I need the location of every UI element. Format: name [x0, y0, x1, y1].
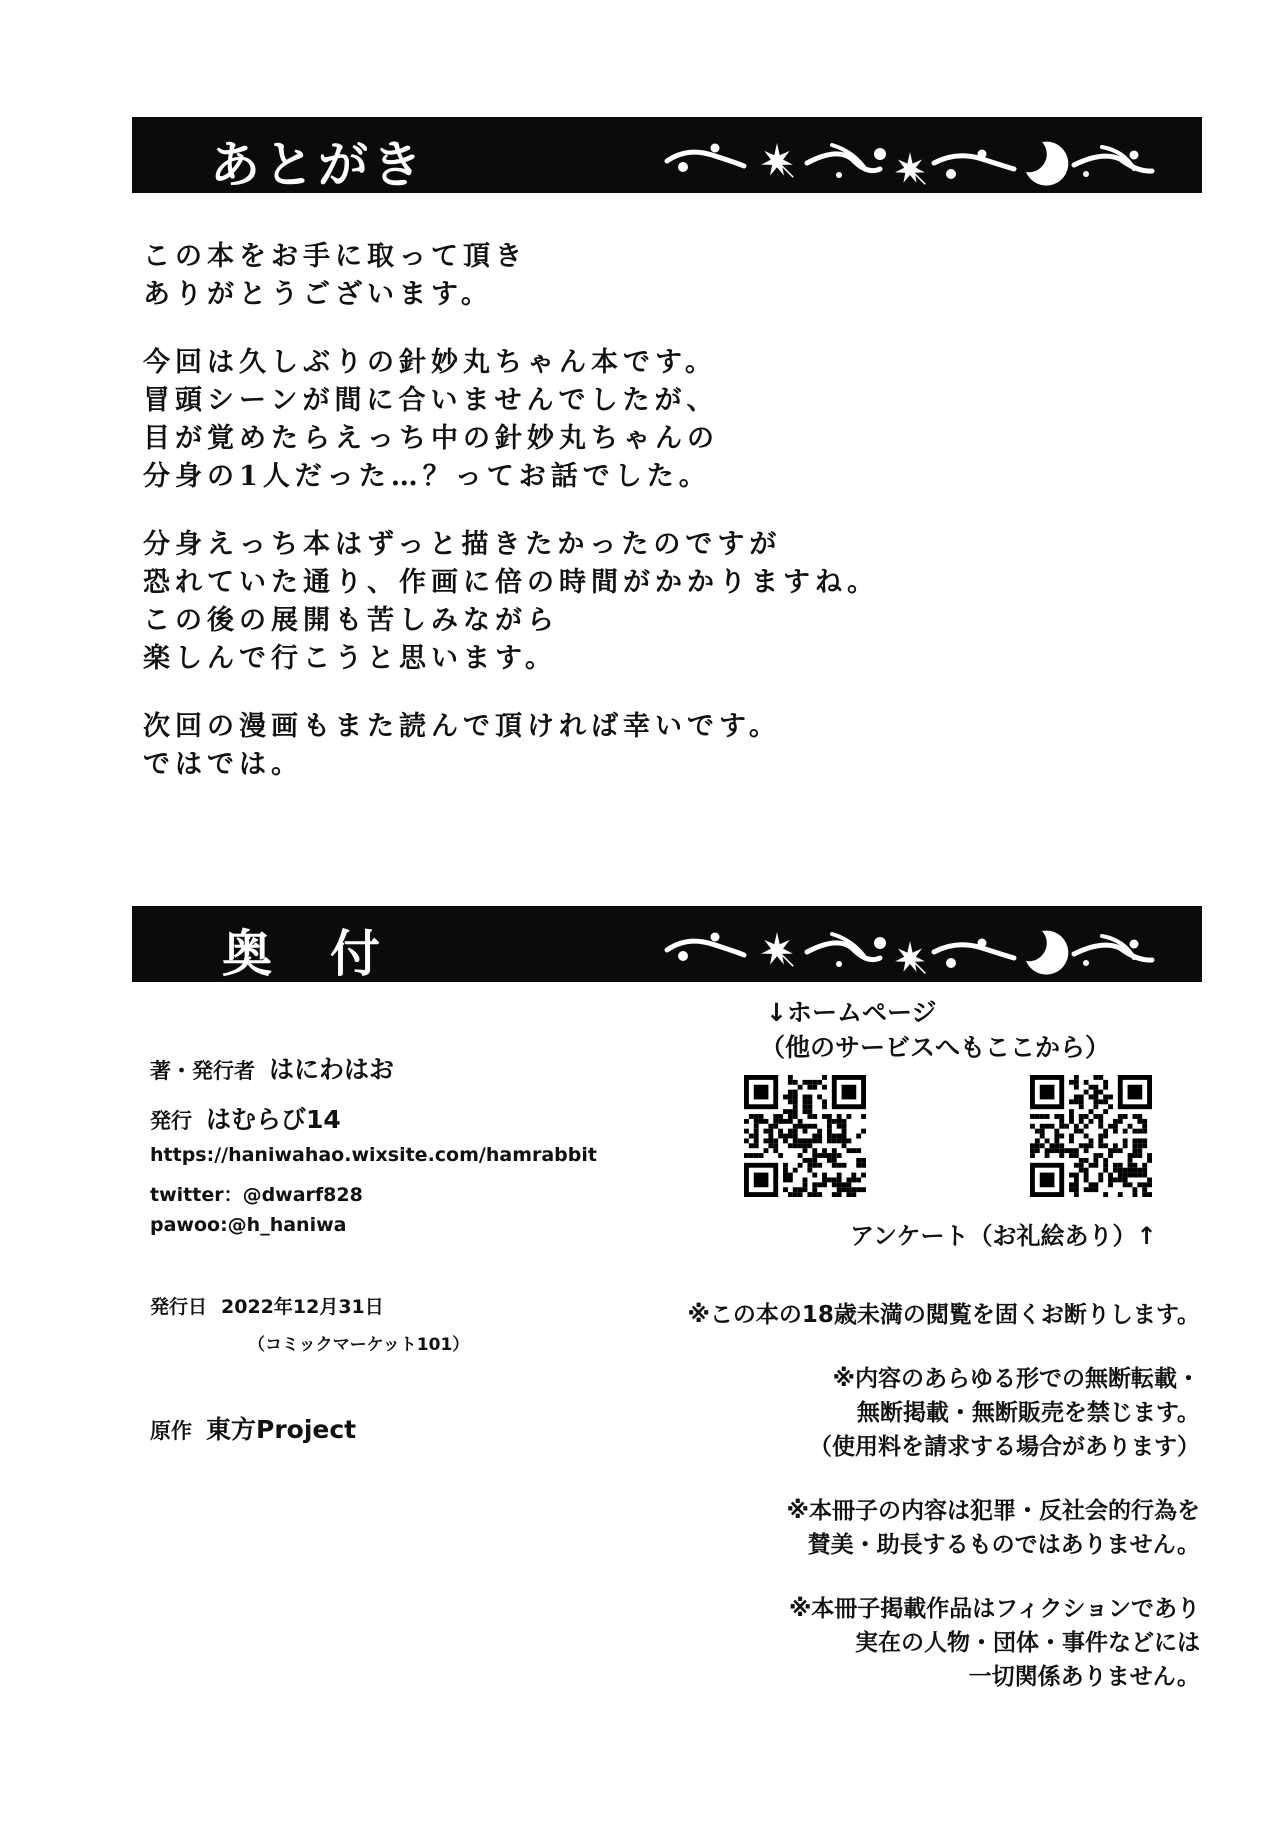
date-label: 発行日	[150, 1296, 208, 1318]
notice-crime: ※本冊子の内容は犯罪・反社会的行為を 賛美・助長するものではありません。	[786, 1498, 1200, 1558]
afterword-paragraph: 次回の漫画もまた読んで頂ければ幸いです。 ではでは。	[143, 711, 781, 780]
publish-date: 2022年12月31日	[221, 1296, 384, 1318]
author-label: 著・発行者	[150, 1059, 255, 1083]
homepage-url[interactable]: https://haniwahao.wixsite.com/hamrabbit	[150, 1144, 597, 1166]
publisher-row	[150, 1100, 341, 1136]
notices	[687, 1298, 1200, 1724]
colophon-header-bar	[132, 906, 1202, 982]
afterword-header-bar	[132, 117, 1202, 193]
afterword-body	[143, 238, 879, 814]
author-name: はにわはお	[269, 1055, 395, 1084]
homepage-qr-code[interactable]	[744, 1072, 866, 1200]
afterword-paragraph: 分身えっち本はずっと描きたかったのですが 恐れていた通り、作画に倍の時間がかかりますね。 この後の展開も苦しみながら 楽しんで行こうと思います。	[143, 529, 879, 674]
ornament-decoration-icon	[642, 906, 1202, 982]
pawoo-handle[interactable]: pawoo:@h_haniwa	[150, 1214, 347, 1236]
notice-reproduction: ※内容のあらゆる形での無断転載・ 無断掲載・無断販売を禁じます。 （使用料を請求する場合があります）	[809, 1366, 1200, 1460]
afterword-paragraph: 今回は久しぶりの針妙丸ちゃん本です。 冒頭シーンが間に合いませんでしたが、 目が覚めたらえっち中の針妙丸ちゃんの 分身の1人だった…？ってお話でした。	[143, 347, 719, 492]
publisher-label: 発行	[150, 1109, 192, 1133]
afterword-paragraph: この本をお手に取って頂き ありがとうございます。	[143, 241, 527, 310]
survey-caption: アンケート（お礼絵あり）↑	[850, 1222, 1157, 1250]
original-label: 原作	[150, 1419, 192, 1443]
original-row	[150, 1410, 356, 1446]
survey-qr-code[interactable]	[1030, 1072, 1152, 1200]
twitter-handle[interactable]: twitter：@dwarf828	[150, 1184, 363, 1206]
publisher-name: はむらび14	[206, 1105, 341, 1134]
afterword-title: あとがき	[210, 136, 426, 194]
notice-age: ※この本の18歳未満の閲覧を固くお断りします。	[687, 1302, 1200, 1328]
author-row	[150, 1050, 394, 1086]
date-row	[150, 1292, 384, 1319]
homepage-caption-sub: （他のサービスへもここから）	[760, 1033, 1111, 1062]
notice-fiction: ※本冊子掲載作品はフィクションであり 実在の人物・団体・事件などには 一切関係ありません。	[788, 1596, 1200, 1690]
ornament-decoration-icon	[642, 117, 1202, 193]
homepage-caption: ↓ホームページ	[766, 998, 937, 1027]
event-name: （コミックマーケット101）	[248, 1335, 470, 1355]
colophon-title: 奥 付	[222, 925, 384, 983]
original-work: 東方Project	[206, 1415, 357, 1444]
